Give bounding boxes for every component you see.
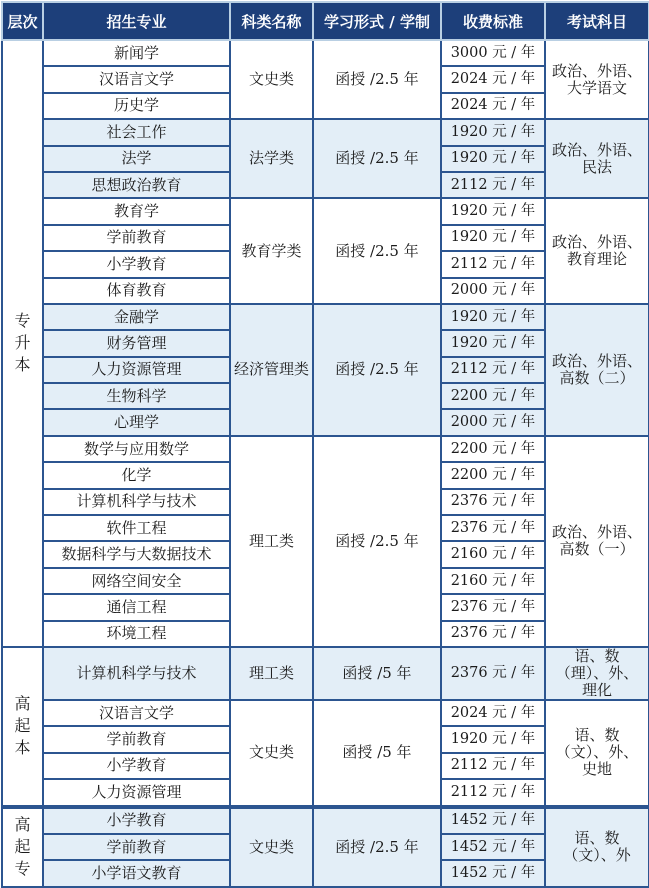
fee-cell: 2024 元 / 年 [441, 66, 545, 92]
major-cell: 计算机科学与技术 [43, 647, 230, 700]
form-cell: 函授 /2.5 年 [313, 436, 441, 647]
major-cell: 小学语文教育 [43, 860, 230, 886]
subjects-cell: 语、数（文）、外、史地 [545, 700, 649, 807]
major-cell: 环境工程 [43, 621, 230, 647]
subjects-cell: 政治、外语、大学语文 [545, 40, 649, 119]
category-cell: 文史类 [230, 700, 313, 807]
table-row [2, 304, 649, 330]
major-cell: 网络空间安全 [43, 568, 230, 594]
level-cell-zsb: 专升本 [2, 40, 43, 647]
category-cell: 经济管理类 [230, 304, 313, 436]
subjects-cell: 语、数（理）、外、理化 [545, 647, 649, 700]
fee-cell: 2000 元 / 年 [441, 278, 545, 304]
fee-cell: 2112 元 / 年 [441, 753, 545, 779]
fee-cell: 1920 元 / 年 [441, 330, 545, 356]
major-cell: 小学教育 [43, 251, 230, 277]
table-row [2, 119, 649, 145]
fee-cell: 2112 元 / 年 [441, 779, 545, 806]
major-cell: 计算机科学与技术 [43, 489, 230, 515]
fee-cell: 2376 元 / 年 [441, 515, 545, 541]
major-cell: 人力资源管理 [43, 357, 230, 383]
major-cell: 学前教育 [43, 834, 230, 860]
fee-cell: 2160 元 / 年 [441, 541, 545, 567]
category-cell: 理工类 [230, 647, 313, 700]
level-cell-gqz: 高起专 [2, 807, 43, 887]
fee-cell: 2160 元 / 年 [441, 568, 545, 594]
fee-cell: 1452 元 / 年 [441, 834, 545, 860]
category-cell: 文史类 [230, 807, 313, 887]
table-row [2, 436, 649, 462]
table-row [2, 198, 649, 224]
fee-cell: 2200 元 / 年 [441, 436, 545, 462]
major-cell: 社会工作 [43, 119, 230, 145]
fee-cell: 1920 元 / 年 [441, 304, 545, 330]
fee-cell: 2112 元 / 年 [441, 172, 545, 198]
fee-cell: 2376 元 / 年 [441, 647, 545, 700]
fee-cell: 3000 元 / 年 [441, 40, 545, 66]
table-row [2, 807, 649, 834]
form-cell: 函授 /2.5 年 [313, 119, 441, 198]
form-cell: 函授 /2.5 年 [313, 40, 441, 119]
major-cell: 数学与应用数学 [43, 436, 230, 462]
major-cell: 汉语言文学 [43, 66, 230, 92]
form-cell: 函授 /2.5 年 [313, 807, 441, 887]
fee-cell: 1452 元 / 年 [441, 807, 545, 834]
header-level: 层次 [2, 2, 43, 40]
major-cell: 金融学 [43, 304, 230, 330]
fee-cell: 2200 元 / 年 [441, 462, 545, 488]
subjects-cell: 政治、外语、民法 [545, 119, 649, 198]
form-cell: 函授 /5 年 [313, 700, 441, 807]
table-row [2, 40, 649, 66]
major-cell: 软件工程 [43, 515, 230, 541]
fee-cell: 1920 元 / 年 [441, 726, 545, 752]
major-cell: 历史学 [43, 93, 230, 119]
fee-cell: 2112 元 / 年 [441, 357, 545, 383]
fee-cell: 2376 元 / 年 [441, 489, 545, 515]
fee-cell: 1920 元 / 年 [441, 225, 545, 251]
major-cell: 思想政治教育 [43, 172, 230, 198]
major-cell: 学前教育 [43, 225, 230, 251]
major-cell: 心理学 [43, 409, 230, 435]
header-row [2, 2, 649, 40]
category-cell: 文史类 [230, 40, 313, 119]
major-cell: 小学教育 [43, 753, 230, 779]
major-cell: 数据科学与大数据技术 [43, 541, 230, 567]
major-cell: 体育教育 [43, 278, 230, 304]
fee-cell: 2376 元 / 年 [441, 594, 545, 620]
subjects-cell: 政治、外语、高数（一） [545, 436, 649, 647]
header-form: 学习形式 / 学制 [313, 2, 441, 40]
enrollment-table [1, 1, 649, 888]
major-cell: 通信工程 [43, 594, 230, 620]
fee-cell: 1920 元 / 年 [441, 146, 545, 172]
fee-cell: 2376 元 / 年 [441, 621, 545, 647]
fee-cell: 1920 元 / 年 [441, 119, 545, 145]
major-cell: 人力资源管理 [43, 779, 230, 806]
major-cell: 新闻学 [43, 40, 230, 66]
form-cell: 函授 /2.5 年 [313, 304, 441, 436]
major-cell: 学前教育 [43, 726, 230, 752]
category-cell: 理工类 [230, 436, 313, 647]
subjects-cell: 语、数（文）、外 [545, 807, 649, 887]
fee-cell: 2000 元 / 年 [441, 409, 545, 435]
major-cell: 小学教育 [43, 807, 230, 834]
level-cell-gqb: 高起本 [2, 647, 43, 807]
major-cell: 生物科学 [43, 383, 230, 409]
major-cell: 教育学 [43, 198, 230, 224]
fee-cell: 1452 元 / 年 [441, 860, 545, 886]
subjects-cell: 政治、外语、教育理论 [545, 198, 649, 304]
header-subjects: 考试科目 [545, 2, 649, 40]
major-cell: 化学 [43, 462, 230, 488]
fee-cell: 2024 元 / 年 [441, 93, 545, 119]
major-cell: 法学 [43, 146, 230, 172]
table-row [2, 700, 649, 726]
header-category: 科类名称 [230, 2, 313, 40]
table-row [2, 647, 649, 700]
fee-cell: 2024 元 / 年 [441, 700, 545, 726]
subjects-cell: 政治、外语、高数（二） [545, 304, 649, 436]
header-fee: 收费标准 [441, 2, 545, 40]
fee-cell: 2112 元 / 年 [441, 251, 545, 277]
header-major: 招生专业 [43, 2, 230, 40]
major-cell: 财务管理 [43, 330, 230, 356]
fee-cell: 2200 元 / 年 [441, 383, 545, 409]
form-cell: 函授 /2.5 年 [313, 198, 441, 304]
category-cell: 教育学类 [230, 198, 313, 304]
fee-cell: 1920 元 / 年 [441, 198, 545, 224]
category-cell: 法学类 [230, 119, 313, 198]
major-cell: 汉语言文学 [43, 700, 230, 726]
form-cell: 函授 /5 年 [313, 647, 441, 700]
